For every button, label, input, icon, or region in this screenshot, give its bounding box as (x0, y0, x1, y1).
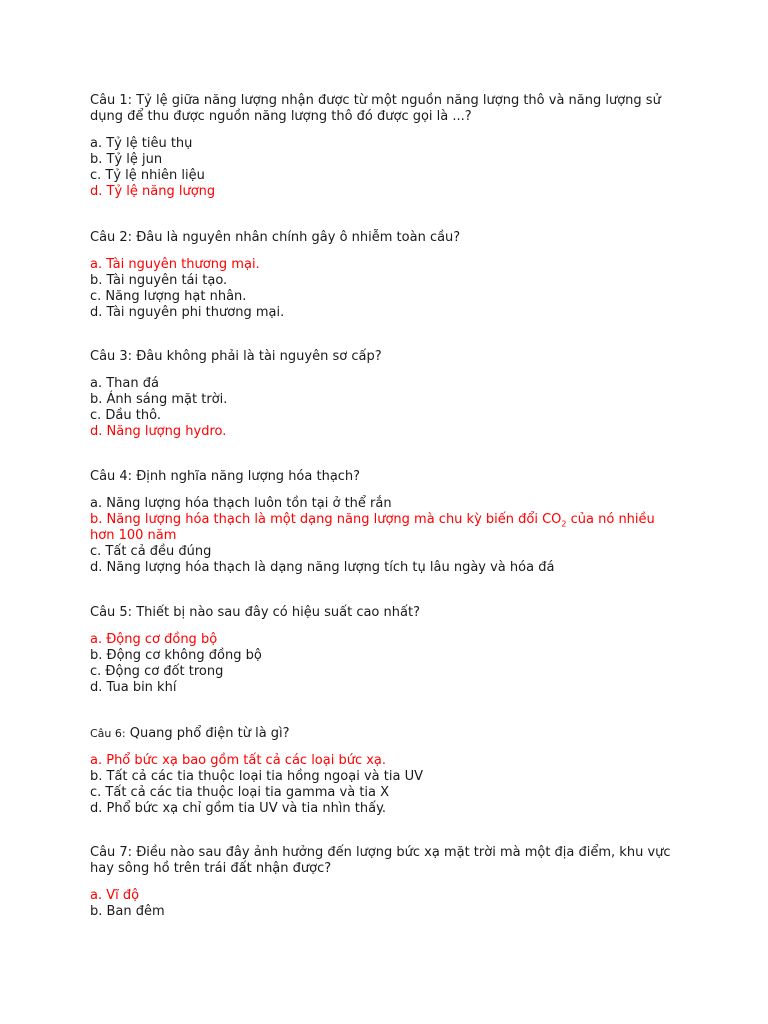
question-7-text: Câu 7: Điều nào sau đây ảnh hưởng đến lượng bức xạ mặt trời mà một địa điểm, khu vực hay sông hồ trên trái đất nhận được? (90, 845, 671, 876)
question-1-text: Câu 1: Tỷ lệ giữa năng lượng nhận được từ một nguồn năng lượng thô và năng lượng sử dụng để thu được nguồn năng lượng thô đó được gọi là ...? (90, 93, 661, 124)
question-2-option-b: b. Tài nguyên tái tạo. (90, 273, 228, 288)
question-3 (90, 349, 680, 440)
question-6-option-c: c. Tất cả các tia thuộc loại tia gamma và tia X (90, 785, 390, 800)
question-5 (90, 605, 680, 696)
question-4-option-b-tail: của nó nhiều hơn 100 năm (90, 512, 655, 543)
question-4-option-a: a. Năng lượng hóa thạch luôn tồn tại ở thể rắn (90, 496, 392, 511)
question-1-option-a: a. Tỷ lệ tiêu thụ (90, 136, 193, 151)
question-6-text (90, 726, 680, 742)
question-6-prefix: Câu 6: (90, 727, 126, 740)
question-3-option-b: b. Ánh sáng mặt trời. (90, 392, 228, 407)
question-7 (90, 845, 680, 920)
question-5-option-a: a. Động cơ đồng bộ (90, 632, 218, 647)
question-2-text: Câu 2: Đâu là nguyên nhân chính gây ô nhiễm toàn cầu? (90, 230, 461, 245)
question-6-body: Quang phổ điện từ là gì? (125, 726, 290, 741)
question-6 (90, 726, 680, 817)
question-6-option-d: d. Phổ bức xạ chỉ gồm tia UV và tia nhìn thấy. (90, 801, 387, 816)
question-3-option-a: a. Than đá (90, 376, 159, 391)
question-3-option-c: c. Dầu thô. (90, 408, 161, 423)
question-3-option-d: d. Năng lượng hydro. (90, 424, 227, 439)
question-1-option-c: c. Tỷ lệ nhiên liệu (90, 168, 205, 183)
question-6-option-a: a. Phổ bức xạ bao gồm tất cả các loại bức xạ. (90, 753, 387, 768)
question-1-option-d: d. Tỷ lệ năng lượng (90, 184, 216, 199)
co2-subscript: 2 (561, 519, 567, 529)
question-2-option-c: c. Năng lượng hạt nhân. (90, 289, 247, 304)
question-2-option-d: d. Tài nguyên phi thương mại. (90, 305, 285, 320)
question-1-option-b: b. Tỷ lệ jun (90, 152, 163, 167)
question-7-option-b: b. Ban đêm (90, 904, 165, 919)
question-4-option-d: d. Năng lượng hóa thạch là dạng năng lượng tích tụ lâu ngày và hóa đá (90, 560, 555, 575)
question-4-text: Câu 4: Định nghĩa năng lượng hóa thạch? (90, 469, 361, 484)
question-6-option-b: b. Tất cả các tia thuộc loại tia hồng ngoại và tia UV (90, 769, 423, 784)
question-3-text: Câu 3: Đâu không phải là tài nguyên sơ cấp? (90, 349, 382, 364)
question-7-option-a: a. Vĩ độ (90, 888, 140, 903)
question-4 (90, 469, 680, 576)
question-5-text: Câu 5: Thiết bị nào sau đây có hiệu suất cao nhất? (90, 605, 420, 620)
question-5-option-d: d. Tua bin khí (90, 680, 177, 695)
question-2 (90, 230, 680, 321)
question-5-option-b: b. Động cơ không đồng bộ (90, 648, 262, 663)
question-2-option-a: a. Tài nguyên thương mại. (90, 257, 260, 272)
question-4-option-b-text: b. Năng lượng hóa thạch là một dạng năng lượng mà chu kỳ biến đổi CO (90, 512, 562, 527)
question-4-option-b (90, 512, 680, 544)
question-5-option-c: c. Động cơ đốt trong (90, 664, 224, 679)
question-4-option-c: c. Tất cả đều đúng (90, 544, 212, 559)
question-1 (90, 93, 680, 200)
